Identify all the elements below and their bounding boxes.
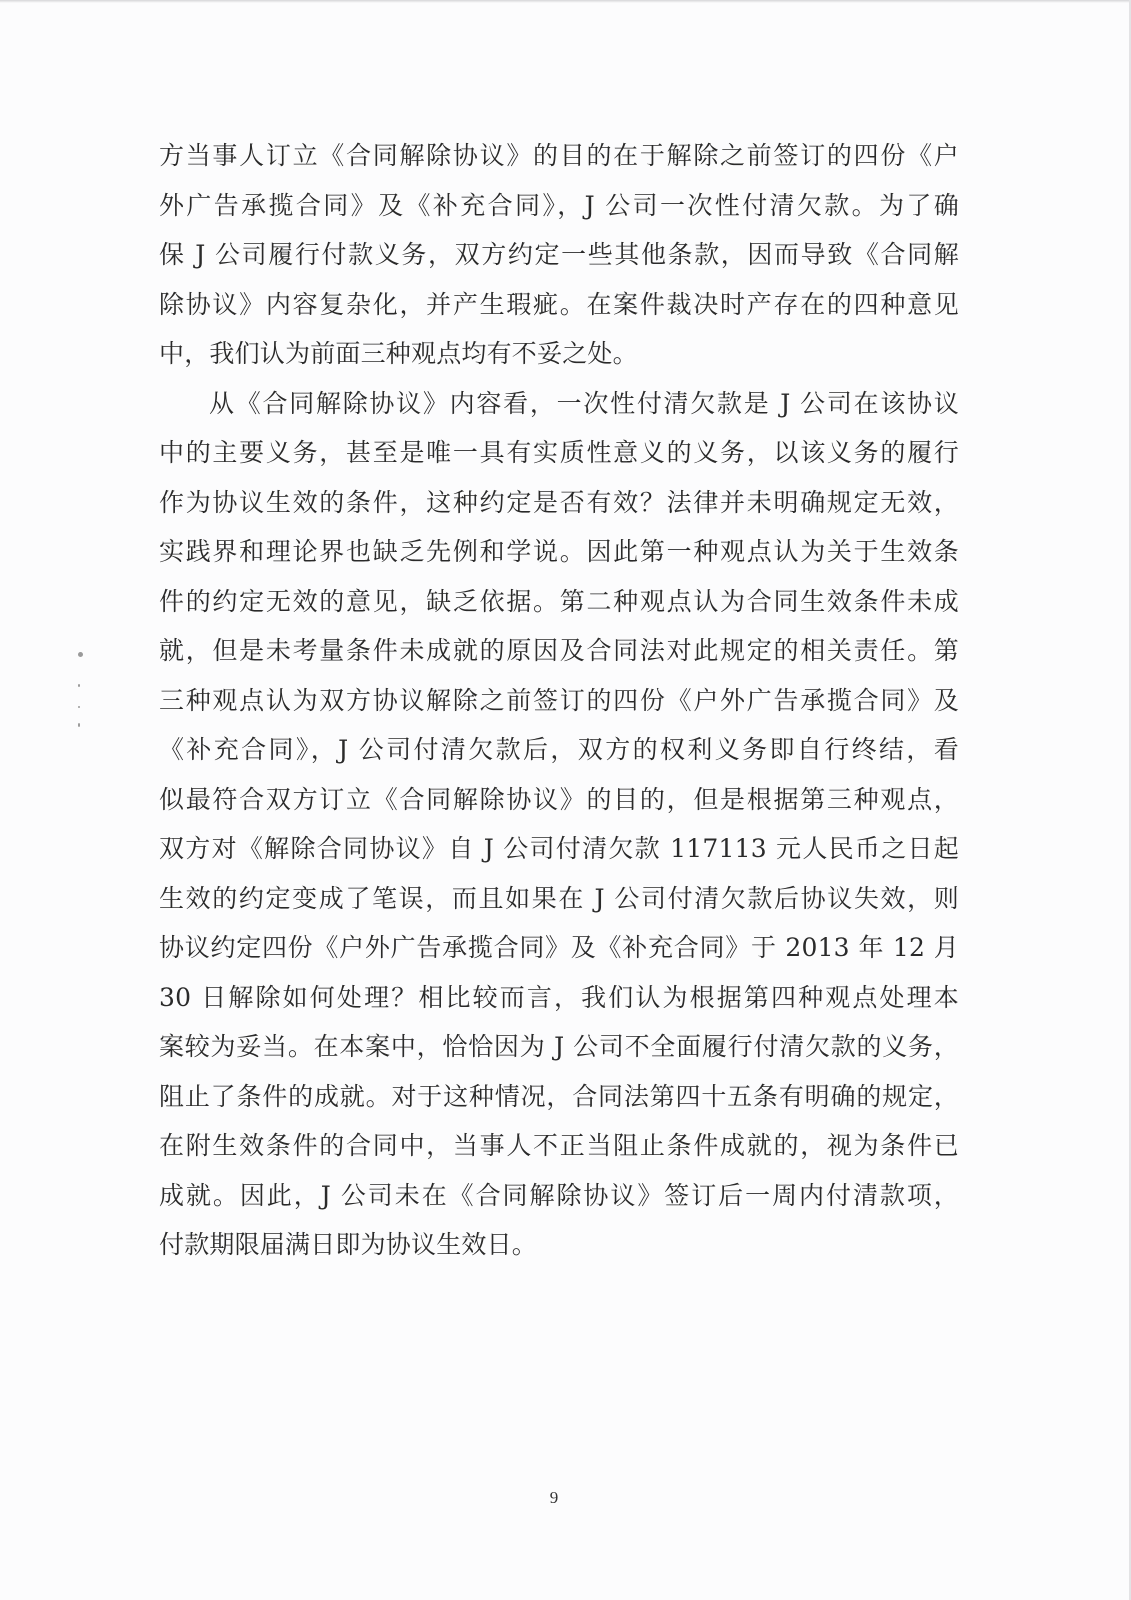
text-line: 方当事人订立《合同解除协议》的目的在于解除之前签订的四份《户	[159, 141, 959, 170]
scan-edge-top	[0, 0, 1131, 3]
page-number: 9	[549, 1488, 559, 1507]
text-line: 保 J 公司履行付款义务，双方约定一些其他条款，因而导致《合同解	[159, 240, 959, 269]
text-line: 三种观点认为双方协议解除之前签订的四份《户外广告承揽合同》及	[159, 685, 959, 715]
text-line: 作为协议生效的条件，这种约定是否有效？法律并未明确规定无效，	[159, 487, 959, 517]
text-line: 付款期限届满日即为协议生效日。	[159, 1230, 538, 1259]
text-line: 从《合同解除协议》内容看，一次性付清欠款是 J 公司在该协议	[209, 388, 959, 418]
text-line: 双方对《解除合同协议》自 J 公司付清欠款 117113 元人民币之日起	[159, 834, 959, 863]
text-line: 中的主要义务，甚至是唯一具有实质性意义的义务，以该义务的履行	[159, 438, 959, 467]
text-line: 协议约定四份《户外广告承揽合同》及《补充合同》于 2013 年 12 月	[159, 933, 959, 962]
paragraph-2	[159, 379, 959, 1270]
text-line: 阻止了条件的成就。对于这种情况，合同法第四十五条有明确的规定，	[159, 1081, 959, 1111]
text-line: 似最符合双方订立《合同解除协议》的目的，但是根据第三种观点，	[159, 784, 959, 814]
text-line: 就，但是未考量条件未成就的原因及合同法对此规定的相关责任。第	[159, 636, 959, 665]
text-line: 除协议》内容复杂化，并产生瑕疵。在案件裁决时产存在的四种意见	[159, 289, 959, 319]
text-line: 《补充合同》，J 公司付清欠款后，双方的权利义务即自行终结，看	[159, 735, 959, 764]
text-line: 中，我们认为前面三种观点均有不妥之处。	[159, 339, 638, 368]
text-line: 外广告承揽合同》及《补充合同》，J 公司一次性付清欠款。为了确	[159, 190, 959, 220]
text-line: 实践界和理论界也缺乏先例和学说。因此第一种观点认为关于生效条	[159, 537, 959, 566]
paragraph-1	[159, 131, 959, 379]
text-line: 生效的约定变成了笔误，而且如果在 J 公司付清欠款后协议失效，则	[159, 883, 959, 913]
text-line: 在附生效条件的合同中，当事人不正当阻止条件成就的，视为条件已	[159, 1131, 959, 1160]
text-line: 件的约定无效的意见，缺乏依据。第二种观点认为合同生效条件未成	[159, 586, 959, 616]
binding-hole-marks	[78, 652, 88, 732]
body-text	[159, 131, 959, 1270]
text-line: 成就。因此，J 公司未在《合同解除协议》签订后一周内付清款项，	[159, 1180, 959, 1210]
text-line: 案较为妥当。在本案中，恰恰因为 J 公司不全面履行付清欠款的义务，	[159, 1032, 959, 1061]
text-line: 30 日解除如何处理？相比较而言，我们认为根据第四种观点处理本	[159, 982, 959, 1012]
